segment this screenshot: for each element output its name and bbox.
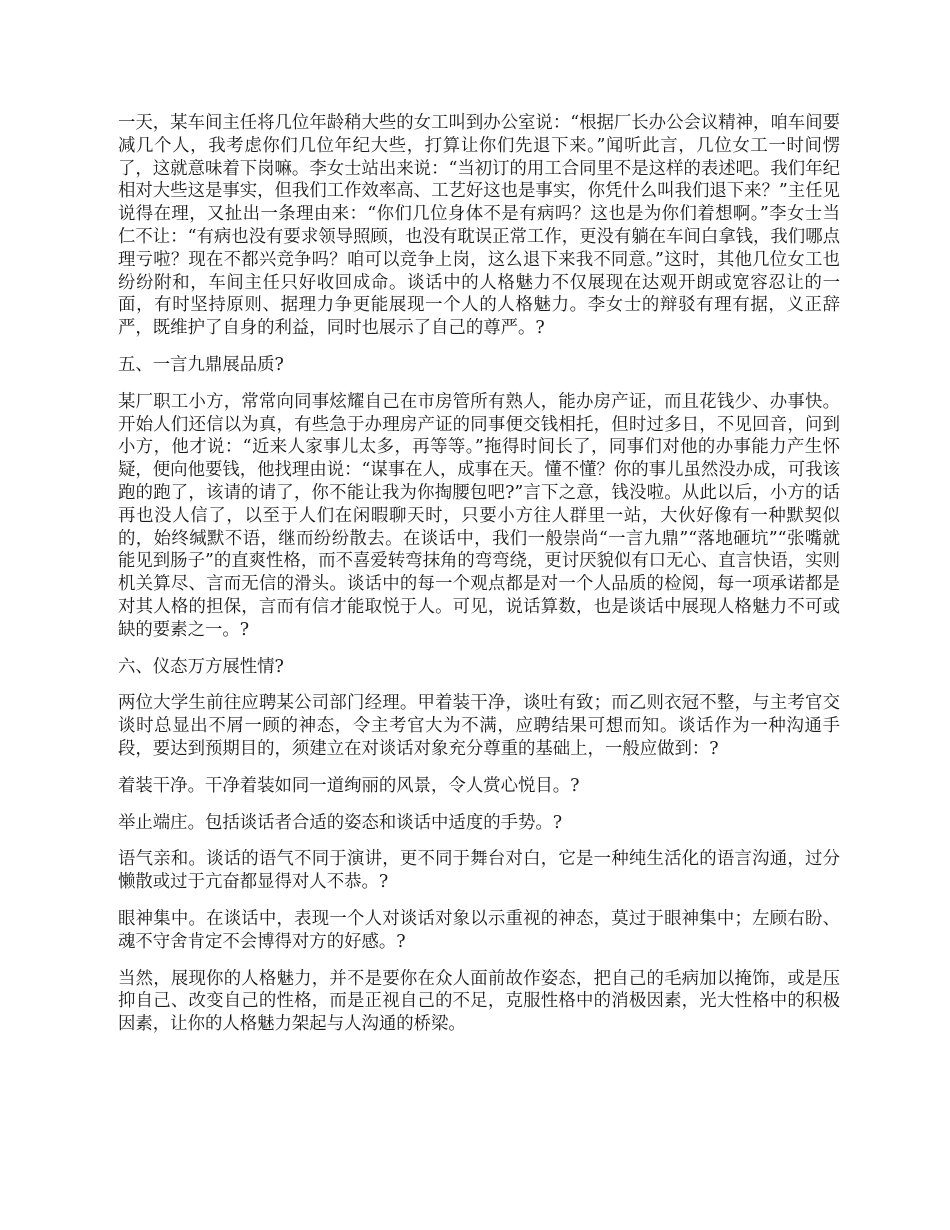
paragraph-job-interview: 两位大学生前往应聘某公司部门经理。甲着装干净，谈吐有致；而乙则衣冠不整，与主考官交谈时总显出不屑一顾的神态，令主考官大为不满，应聘结果可想而知。谈话作为一种沟通手段，要达到预期目的，须建立在对谈话对象充分尊重的基础上，一般应做到：? — [118, 693, 840, 759]
paragraph-worker-dispute: 一天，某车间主任将几位年龄稍大些的女工叫到办公室说：“根据厂长办公会议精神，咱车间要减几个人，我考虑你们几位年纪大些，打算让你们先退下来。”闻听此言，几位女工一时间愣了，这就意味着下岗嘛。李女士站出来说：“当初订的用工合同里不是这样的表述吧。我们年纪相对大些这是事实，但我们工作效率高、工艺好这也是事实，你凭什么叫我们退下来？”主任见说得在理，又扯出一条理由来：“你们几位身体不是有病吗？这也是为你们着想啊。”李女士当仁不让：“有病也没有要求领导照顾，也没有耽误正常工作，更没有躺在车间白拿钱，我们哪点理亏啦？现在不都兴竞争吗？咱可以竞争上岗，这么退下来我不同意。”这时，其他几位女工也纷纷附和，车间主任只好收回成命。谈话中的人格魅力不仅展现在达观开朗或宽容忍让的一面，有时坚持原则、据理力争更能展现一个人的人格魅力。李女士的辩驳有理有据，义正辞严，既维护了自身的利益，同时也展示了自己的尊严。? — [118, 113, 840, 339]
paragraph-clean-attire: 着装干净。干净着装如同一道绚丽的风景，令人赏心悦目。? — [118, 775, 580, 796]
paragraph-proper-manner: 举止端庄。包括谈话者合适的姿态和谈话中适度的手势。? — [118, 812, 563, 833]
paragraph-conclusion: 当然，展现你的人格魅力，并不是要你在众人面前故作姿态，把自己的毛病加以掩饰，或是压抑自己、改变自己的性格，而是正视自己的不足，克服性格中的消极因素，光大性格中的积极因素，让你的人格魅力架起与人沟通的桥梁。 — [118, 968, 840, 1035]
document-body — [118, 112, 840, 1050]
section-heading-five: 五、一言九鼎展品质? — [118, 354, 284, 375]
section-heading-six: 六、仪态万方展性情? — [118, 656, 284, 677]
paragraph-gentle-tone: 语气亲和。谈话的语气不同于演讲，更不同于舞台对白，它是一种纯生活化的语言沟通，过分懒散或过于亢奋都显得对人不恭。? — [118, 849, 840, 893]
paragraph-focused-eyes: 眼神集中。在谈话中，表现一个人对谈话对象以示重视的神态，莫过于眼神集中；左顾右盼、魂不守舍肯定不会博得对方的好感。? — [118, 908, 840, 952]
paragraph-xiaofang-story: 某厂职工小方，常常向同事炫耀自己在市房管所有熟人，能办房产证，而且花钱少、办事快。开始人们还信以为真，有些急于办理房产证的同事便交钱相托，但时过多日，不见回音，问到小方，他才说：“近来人家事儿太多，再等等。”拖得时间长了，同事们对他的办事能力产生怀疑，便向他要钱，他找理由说：“谋事在人，成事在天。懂不懂？你的事儿虽然没办成，可我该跑的跑了，该请的请了，你不能让我为你掏腰包吧?”言下之意，钱没啦。从此以后，小方的话再也没人信了，以至于人们在闲暇聊天时，只要小方往人群里一站，大伙好像有一种默契似的，始终缄默不语，继而纷纷散去。在谈话中，我们一般崇尚“一言九鼎”“落地砸坑”“张嘴就能见到肠子”的直爽性格，而不喜爱转弯抹角的弯弯绕，更讨厌貌似有口无心、直言快语，实则机关算尽、言而无信的滑头。谈话中的每一个观点都是对一个人品质的检阅，每一项承诺都是对其人格的担保，言而有信才能取悦于人。可见，说话算数，也是谈话中展现人格魅力不可或缺的要素之一。? — [118, 391, 840, 640]
